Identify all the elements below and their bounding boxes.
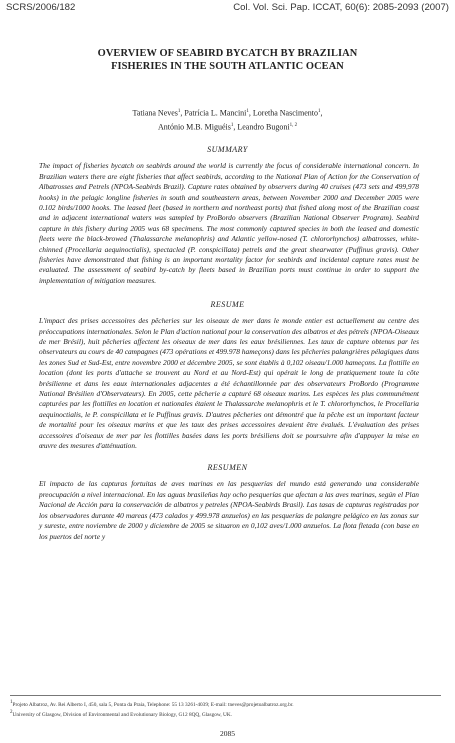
page-number: 2085 [220,729,235,738]
author-name: Tatiana Neves [132,108,178,118]
running-header [6,0,449,13]
author-name: , Loretha Nascimento [248,108,318,118]
footnote-text: University of Glasgow, Division of Environmental and Evolutionary Biology, G12 8QQ, Glasgow, UK. [12,712,232,719]
affiliation-mark: 1 [246,109,249,114]
resume-text: L'impact des prises accessoires des pêcheries sur les oiseaux de mer dans le monde entier est actuellement au centre des préoccupations internationales. Selon le Plan d'action national pour la conservation des albatros et des pétrels (NPOA-Oiseaux de mer Brésil), huit pêcheries affectent les oiseaux de mer dans les eaux brésiliennes. Les taux de capture obtenus par les observateurs au cours de 40 campagnes (473 opérations et 499.978 hameçons) dans les pêcheries palangrières pélagiques dans les zones Sud et Sud-Est, entre novembre 2000 et décembre 2005, se sont établis à 0,102 oiseau/1.000 hameçons. La flottille en location (dont les ports d'attache se trouvent au Nord et au Nord-Est) qui opérait le long de pratiquement toute la côte brésilienne et dans les eaux internationales adjacentes a été échantillonnée par des observateurs ProBordo (Programme National Brésilien d'Observateurs). En 2005, cette pêcherie a capturé 68 oiseaux marins. Les espèces les plus communément capturées par les flottilles en location et nationales étaient le Thalassarche melanophris et le T. chlororhynchos, le Procellaria aequinoctialis, le P. conspicillata et le Puffinus gravis. D'autres pêcheries ont démontré que la pêche est un important facteur de mortalité pour les oiseaux marins et que les taux des prises accessoires devaient être évalués. L'évaluation des prises accessoires d'oiseaux de mer par les flottilles basées dans les ports brésiliens doit se poursuivre afin d'appuyer la mise en œuvre des mesures d'atténuation. [39,316,419,451]
summary-heading: SUMMARY [207,145,248,155]
title-line-1: OVERVIEW OF SEABIRD BYCATCH BY BRAZILIAN [97,48,358,59]
author-list [6,106,449,133]
footnote-text: Projeto Albatroz, Av. Rei Alberto I, 450, sala 5, Ponta da Praia, Telephone: 55 13 3261-4039; E-mail: tneves@projetoalbatroz.org.br. [12,701,294,708]
affiliation-mark: 1 [318,109,321,114]
author-name: , Patrícia L. Mancini [180,108,247,118]
affiliation-mark: 1 [230,122,234,128]
footnote-1 [10,699,441,709]
footnotes [10,695,441,720]
footnote-2 [10,709,441,719]
journal-citation: Col. Vol. Sci. Pap. ICCAT, 60(6): 2085-2093 (2007) [233,2,449,13]
title-line-2: FISHERIES IN THE SOUTH ATLANTIC OCEAN [111,61,344,72]
resume-heading: RESUME [210,300,245,310]
affiliation-mark: 1 [177,109,181,114]
footnote-mark: 2 [10,710,13,716]
affiliation-mark: 1, 2 [289,122,298,128]
author-name: António M.B. Miguéis [157,122,231,132]
resumen-heading: RESUMEN [207,463,248,473]
document-code: SCRS/2006/182 [6,2,76,13]
author-line-2 [6,120,449,134]
author-separator: , [320,108,323,118]
paper-title [6,47,449,73]
resumen-text: El impacto de las capturas fortuitas de aves marinas en las pesquerías del mundo está generando una considerable preocupación a nivel internacional. En las aguas brasileñas hay ocho pesquerías que afectan a las aves marinas, según el Plan Nacional de Acción para la conservación de albatros y petreles (NPOA-Seabirds Brasil). Las tasas de capturas registradas por los observadores durante 40 mareas (473 calados y 499.978 anzuelos) en las pesquerías de palangre pelágico en las zonas sur y sureste, entre noviembre de 2000 y diciembre de 2005 se situaron en 0,102 aves/1.000 anzuelos. La flota fletada (con base en los puertos del norte y [39,479,419,541]
summary-text: The impact of fisheries bycatch on seabirds around the world is currently the focus of considerable international concern. In Brazilian waters there are eight fisheries that affect seabirds, according to the National Plan of Action for the Conservation of Albatrosses and Petrels (NPOA-Seabirds Brazil). Capture rates obtained by observers during 40 cruises (473 sets and 499,978 hooks) in the pelagic longline fisheries in south and southeastern areas, between November 2000 and December 2005 were 0.102 birds/1000 hooks. The leased fleet (based in northern and northeast ports) that fished along most of the Brazilian coast and in adjacent international waters was sampled by ProBordo observers (Brazilian National Observer Program). Seabird capture in this fishery during 2005 was 68 specimens. The most commonly captured species in both the leased and domestic fleets were the black-browed (Thalassarche melanophris) and Atlantic yellow-nosed (T. chlororhynchos) albatrosses, white-chinned (Procellaria aequinoctialis), spectacled (P. conspicillata) petrels and the great shearwater (Puffinus gravis). Other fisheries have demonstrated that fishing is an important mortality factor for seabirds and incidental capture rates must be evaluated. The assessment of seabird by-catch by fleets based in Brazilian ports must continue in order to support the implementation of mitigation measures. [39,161,419,285]
author-name: , Leandro Bugoni [233,122,290,132]
footnote-mark: 1 [10,700,13,705]
author-line-1 [6,106,449,120]
